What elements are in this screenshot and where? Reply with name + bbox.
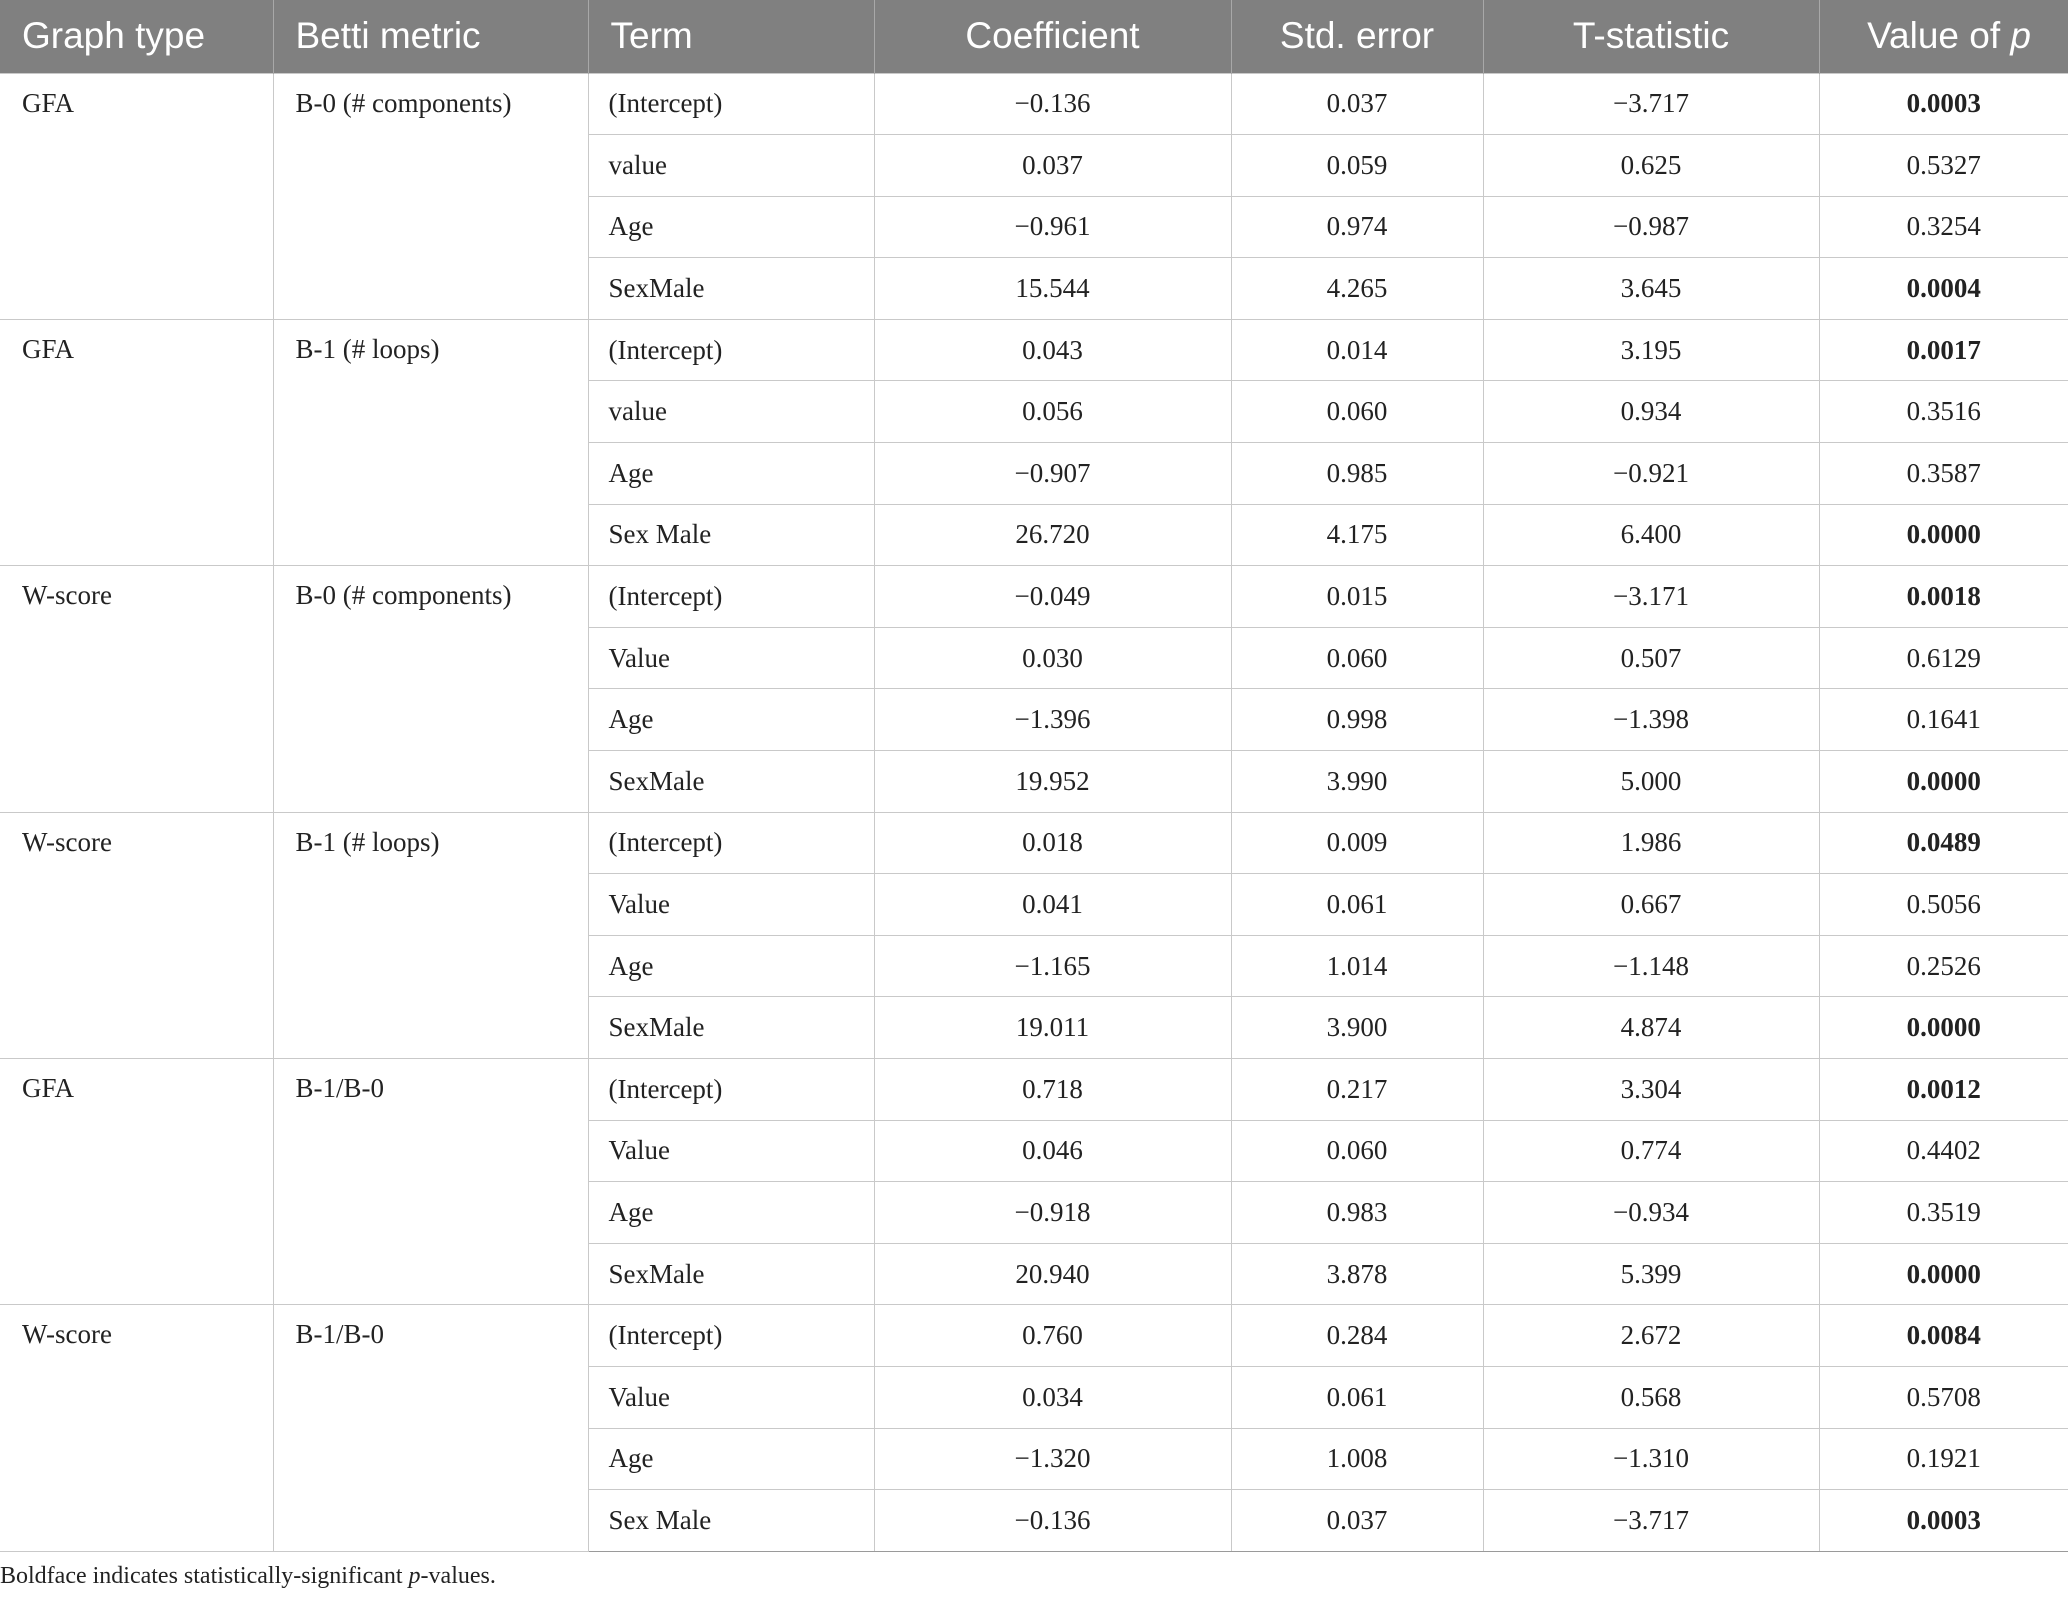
t-statistic-cell: −0.987 <box>1483 196 1819 258</box>
betti-metric-cell: B-1 (# loops) <box>273 319 588 565</box>
term-cell: Sex Male <box>588 1490 874 1552</box>
term-cell: Age <box>588 196 874 258</box>
p-value-cell: 0.0489 <box>1819 812 2068 874</box>
table-row <box>0 1305 2068 1367</box>
std-error-cell: 0.015 <box>1231 566 1483 628</box>
std-error-cell: 0.985 <box>1231 443 1483 505</box>
term-cell: SexMale <box>588 1243 874 1305</box>
std-error-cell: 3.878 <box>1231 1243 1483 1305</box>
t-statistic-cell: 3.195 <box>1483 319 1819 381</box>
t-statistic-cell: 4.874 <box>1483 997 1819 1059</box>
coefficient-cell: 0.760 <box>874 1305 1231 1367</box>
p-value-cell: 0.0003 <box>1819 1490 2068 1552</box>
header-std-error: Std. error <box>1231 0 1483 73</box>
term-cell: Value <box>588 874 874 936</box>
betti-metric-cell: B-1 (# loops) <box>273 812 588 1058</box>
std-error-cell: 0.060 <box>1231 381 1483 443</box>
p-value-cell: 0.3516 <box>1819 381 2068 443</box>
t-statistic-cell: 6.400 <box>1483 504 1819 566</box>
term-cell: (Intercept) <box>588 566 874 628</box>
t-statistic-cell: 0.934 <box>1483 381 1819 443</box>
term-cell: (Intercept) <box>588 812 874 874</box>
header-p-value <box>1819 0 2068 73</box>
p-value-cell: 0.0000 <box>1819 751 2068 813</box>
t-statistic-cell: −3.717 <box>1483 73 1819 135</box>
term-cell: (Intercept) <box>588 319 874 381</box>
table-footnote <box>0 1563 496 1590</box>
std-error-cell: 4.265 <box>1231 258 1483 320</box>
t-statistic-cell: 0.568 <box>1483 1366 1819 1428</box>
coefficient-cell: −0.907 <box>874 443 1231 505</box>
t-statistic-cell: 0.625 <box>1483 135 1819 197</box>
betti-metric-cell: B-1/B-0 <box>273 1059 588 1305</box>
term-cell: SexMale <box>588 751 874 813</box>
t-statistic-cell: −0.921 <box>1483 443 1819 505</box>
header-row <box>0 0 2068 73</box>
header-graph-type: Graph type <box>0 0 273 73</box>
std-error-cell: 0.014 <box>1231 319 1483 381</box>
p-value-cell: 0.0012 <box>1819 1059 2068 1121</box>
t-statistic-cell: 0.667 <box>1483 874 1819 936</box>
coefficient-cell: 19.952 <box>874 751 1231 813</box>
table-header <box>0 0 2068 73</box>
p-value-cell: 0.0084 <box>1819 1305 2068 1367</box>
coefficient-cell: −0.136 <box>874 73 1231 135</box>
term-cell: Value <box>588 627 874 689</box>
t-statistic-cell: −1.310 <box>1483 1428 1819 1490</box>
std-error-cell: 0.983 <box>1231 1182 1483 1244</box>
p-value-cell: 0.3587 <box>1819 443 2068 505</box>
term-cell: Value <box>588 1366 874 1428</box>
graph-type-cell: GFA <box>0 73 273 319</box>
coefficient-cell: 26.720 <box>874 504 1231 566</box>
std-error-cell: 0.998 <box>1231 689 1483 751</box>
coefficient-cell: 0.034 <box>874 1366 1231 1428</box>
term-cell: Age <box>588 935 874 997</box>
term-cell: Age <box>588 1428 874 1490</box>
coefficient-cell: 0.041 <box>874 874 1231 936</box>
coefficient-cell: 0.018 <box>874 812 1231 874</box>
graph-type-cell: W-score <box>0 566 273 812</box>
std-error-cell: 0.060 <box>1231 1120 1483 1182</box>
p-value-cell: 0.0017 <box>1819 319 2068 381</box>
p-value-cell: 0.1641 <box>1819 689 2068 751</box>
std-error-cell: 1.008 <box>1231 1428 1483 1490</box>
t-statistic-cell: 0.774 <box>1483 1120 1819 1182</box>
term-cell: Value <box>588 1120 874 1182</box>
footnote-prefix: Boldface indicates statistically-significant <box>0 1563 409 1589</box>
p-value-cell: 0.0018 <box>1819 566 2068 628</box>
coefficient-cell: −0.049 <box>874 566 1231 628</box>
t-statistic-cell: −0.934 <box>1483 1182 1819 1244</box>
betti-metric-cell: B-0 (# components) <box>273 566 588 812</box>
p-value-cell: 0.5056 <box>1819 874 2068 936</box>
coefficient-cell: 0.056 <box>874 381 1231 443</box>
coefficient-cell: −0.136 <box>874 1490 1231 1552</box>
p-value-cell: 0.2526 <box>1819 935 2068 997</box>
std-error-cell: 0.059 <box>1231 135 1483 197</box>
t-statistic-cell: 0.507 <box>1483 627 1819 689</box>
std-error-cell: 1.014 <box>1231 935 1483 997</box>
p-value-cell: 0.0003 <box>1819 73 2068 135</box>
std-error-cell: 0.037 <box>1231 73 1483 135</box>
header-p-prefix: Value of <box>1867 15 2011 57</box>
coefficient-cell: 0.046 <box>874 1120 1231 1182</box>
graph-type-cell: W-score <box>0 812 273 1058</box>
p-value-cell: 0.1921 <box>1819 1428 2068 1490</box>
std-error-cell: 0.037 <box>1231 1490 1483 1552</box>
graph-type-cell: GFA <box>0 1059 273 1305</box>
p-value-cell: 0.0000 <box>1819 504 2068 566</box>
coefficient-cell: 0.037 <box>874 135 1231 197</box>
term-cell: SexMale <box>588 258 874 320</box>
term-cell: (Intercept) <box>588 1305 874 1367</box>
std-error-cell: 4.175 <box>1231 504 1483 566</box>
term-cell: (Intercept) <box>588 73 874 135</box>
std-error-cell: 3.990 <box>1231 751 1483 813</box>
std-error-cell: 0.061 <box>1231 1366 1483 1428</box>
term-cell: value <box>588 381 874 443</box>
betti-metric-cell: B-0 (# components) <box>273 73 588 319</box>
header-term: Term <box>588 0 874 73</box>
p-value-cell: 0.3254 <box>1819 196 2068 258</box>
p-value-cell: 0.0000 <box>1819 997 2068 1059</box>
p-value-cell: 0.5708 <box>1819 1366 2068 1428</box>
coefficient-cell: 20.940 <box>874 1243 1231 1305</box>
table-row <box>0 566 2068 628</box>
coefficient-cell: 19.011 <box>874 997 1231 1059</box>
header-coefficient: Coefficient <box>874 0 1231 73</box>
std-error-cell: 0.974 <box>1231 196 1483 258</box>
p-value-cell: 0.0004 <box>1819 258 2068 320</box>
header-betti-metric: Betti metric <box>273 0 588 73</box>
t-statistic-cell: −3.717 <box>1483 1490 1819 1552</box>
t-statistic-cell: −1.148 <box>1483 935 1819 997</box>
p-value-cell: 0.5327 <box>1819 135 2068 197</box>
std-error-cell: 0.009 <box>1231 812 1483 874</box>
term-cell: Sex Male <box>588 504 874 566</box>
coefficient-cell: −1.320 <box>874 1428 1231 1490</box>
p-value-cell: 0.0000 <box>1819 1243 2068 1305</box>
coefficient-cell: −0.918 <box>874 1182 1231 1244</box>
header-t-statistic: T-statistic <box>1483 0 1819 73</box>
coefficient-cell: 0.043 <box>874 319 1231 381</box>
table-row <box>0 812 2068 874</box>
std-error-cell: 0.060 <box>1231 627 1483 689</box>
header-p-symbol: p <box>2010 15 2031 57</box>
term-cell: (Intercept) <box>588 1059 874 1121</box>
table-row <box>0 319 2068 381</box>
coefficient-cell: −1.396 <box>874 689 1231 751</box>
t-statistic-cell: −3.171 <box>1483 566 1819 628</box>
term-cell: Age <box>588 1182 874 1244</box>
std-error-cell: 0.284 <box>1231 1305 1483 1367</box>
t-statistic-cell: −1.398 <box>1483 689 1819 751</box>
coefficient-cell: −1.165 <box>874 935 1231 997</box>
p-value-cell: 0.6129 <box>1819 627 2068 689</box>
term-cell: value <box>588 135 874 197</box>
footnote-symbol: p <box>408 1563 421 1589</box>
t-statistic-cell: 5.399 <box>1483 1243 1819 1305</box>
footnote-suffix: -values. <box>420 1563 496 1589</box>
term-cell: SexMale <box>588 997 874 1059</box>
t-statistic-cell: 5.000 <box>1483 751 1819 813</box>
t-statistic-cell: 1.986 <box>1483 812 1819 874</box>
coefficient-cell: 0.718 <box>874 1059 1231 1121</box>
p-value-cell: 0.3519 <box>1819 1182 2068 1244</box>
coefficient-cell: 15.544 <box>874 258 1231 320</box>
std-error-cell: 0.217 <box>1231 1059 1483 1121</box>
table-row <box>0 1059 2068 1121</box>
t-statistic-cell: 3.645 <box>1483 258 1819 320</box>
t-statistic-cell: 2.672 <box>1483 1305 1819 1367</box>
table-row <box>0 73 2068 135</box>
term-cell: Age <box>588 689 874 751</box>
coefficient-cell: 0.030 <box>874 627 1231 689</box>
graph-type-cell: GFA <box>0 319 273 565</box>
t-statistic-cell: 3.304 <box>1483 1059 1819 1121</box>
table-body <box>0 73 2068 1551</box>
coefficient-cell: −0.961 <box>874 196 1231 258</box>
betti-metric-cell: B-1/B-0 <box>273 1305 588 1551</box>
std-error-cell: 3.900 <box>1231 997 1483 1059</box>
p-value-cell: 0.4402 <box>1819 1120 2068 1182</box>
std-error-cell: 0.061 <box>1231 874 1483 936</box>
term-cell: Age <box>588 443 874 505</box>
graph-type-cell: W-score <box>0 1305 273 1551</box>
